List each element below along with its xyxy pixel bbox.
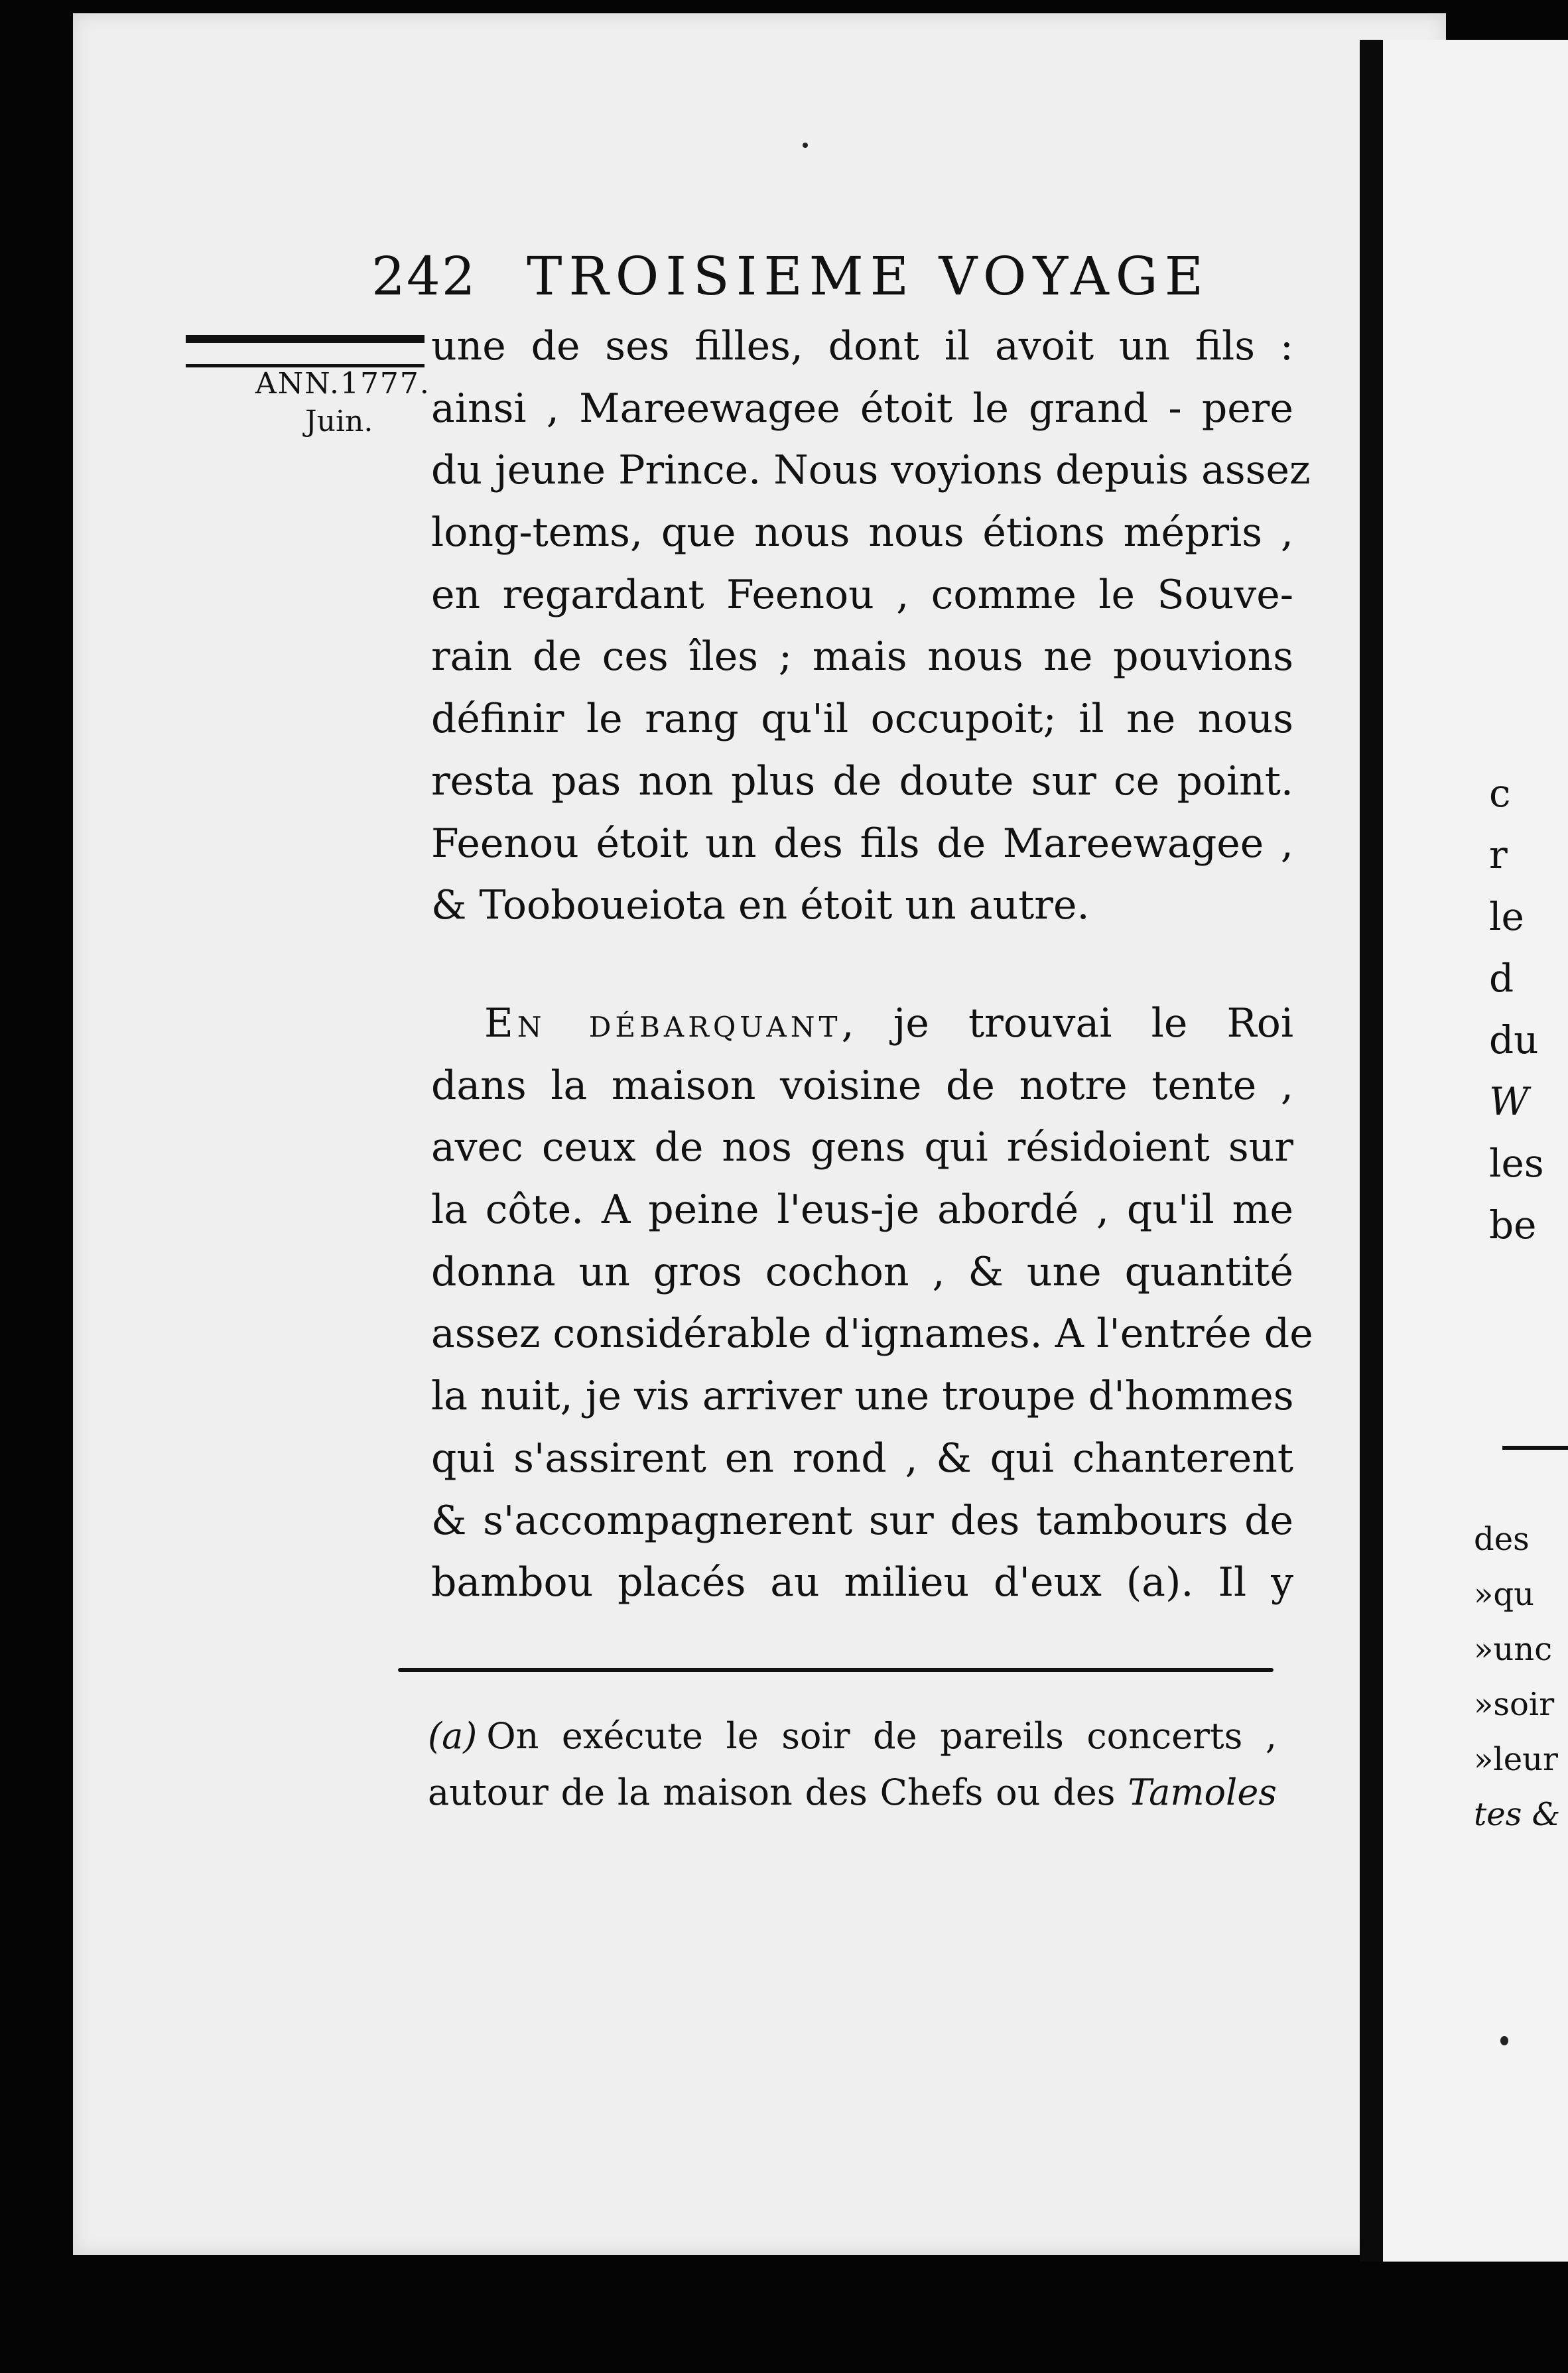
text-line: définir le rang qu'il occupoit; il ne nous: [431, 696, 1293, 743]
text-line: la côte. A peine l'eus-je abordé , qu'il me: [431, 1186, 1293, 1234]
text-line: dans la maison voisine de notre tente ,: [431, 1062, 1293, 1109]
right-note-fragment: »qu: [1474, 1576, 1535, 1613]
right-note-fragment: »leur: [1474, 1741, 1558, 1778]
margin-month-note: Juin.: [305, 405, 373, 438]
footnote-rule: [398, 1668, 1274, 1672]
footnote-marker: (a): [428, 1715, 478, 1757]
right-page-notes: [1474, 1512, 1560, 1842]
right-page-fragment: les: [1489, 1141, 1544, 1186]
footnote-text: autour de la maison des Chefs ou des: [428, 1771, 1116, 1813]
right-note-fragment: »soir: [1474, 1686, 1555, 1723]
text-line: qui s'assirent en rond , & qui chanterent: [431, 1435, 1293, 1482]
text-line: ainsi , Mareewagee étoit le grand - pere: [431, 385, 1293, 432]
text-line: la nuit, je vis arriver une troupe d'hommes: [431, 1373, 1294, 1420]
footnote-italic: Tamoles: [1128, 1771, 1277, 1813]
ink-speck: [803, 143, 808, 148]
paragraph-1: [431, 316, 1311, 937]
footnote-line: [428, 1708, 1277, 1764]
text-line: resta pas non plus de doute sur ce point.: [431, 757, 1293, 804]
text-line: long-tems, que nous nous étions mépris ,: [431, 509, 1293, 556]
text-line: une de ses filles, dont il avoit un fils :: [431, 323, 1293, 369]
footnote-text: On exécute le soir de pareils concerts ,: [486, 1715, 1277, 1757]
text-line: & Tooboueiota en étoit un autre.: [431, 882, 1090, 929]
text-line: [431, 993, 1293, 1055]
text-line: avec ceux de nos gens qui résidoient sur: [431, 1124, 1293, 1171]
text-line: bambou placés au milieu d'eux (a). Il y: [431, 1559, 1293, 1606]
right-page-fragment: W: [1489, 1079, 1529, 1124]
running-header: [371, 245, 1234, 307]
right-page-fragment: d: [1489, 956, 1514, 1001]
footnote-line: [428, 1764, 1277, 1821]
right-note-fragment: des: [1474, 1521, 1530, 1558]
text-line: en regardant Feenou , comme le Souve-: [431, 571, 1293, 618]
paragraph-2: [431, 993, 1313, 1614]
right-page-fragment: c: [1489, 771, 1511, 816]
margin-rule: [186, 335, 425, 367]
text-line: assez considérable d'ignames. A l'entrée de: [431, 1311, 1313, 1358]
text-line: & s'accompagnerent sur des tambours de: [431, 1497, 1293, 1544]
right-page-rule: [1502, 1446, 1568, 1450]
paragraph-lead-rest: , je trouvai le Roi: [841, 1000, 1294, 1047]
book-gutter: [1360, 40, 1385, 2262]
margin-year-note: ANN.1777.: [255, 367, 430, 401]
text-line: rain de ces îles ; mais nous ne pouvions: [431, 633, 1293, 680]
footnote: [428, 1708, 1277, 1821]
paragraph-lead: En débarquant: [484, 1000, 842, 1047]
right-note-fragment: tes &: [1474, 1796, 1561, 1833]
right-note-fragment: »unc: [1474, 1631, 1553, 1668]
ink-speck: [1500, 2036, 1508, 2045]
right-page-fragment: du: [1489, 1017, 1539, 1062]
page-number: 242: [371, 245, 477, 307]
right-page-fragment: le: [1489, 894, 1524, 939]
text-line: Feenou étoit un des fils de Mareewagee ,: [431, 820, 1293, 867]
page-title: TROISIEME VOYAGE: [527, 245, 1210, 307]
right-page-fragment: be: [1489, 1202, 1537, 1248]
text-line: du jeune Prince. Nous voyions depuis assez: [431, 447, 1311, 494]
right-page-fragment: r: [1489, 832, 1508, 877]
text-line: donna un gros cochon , & une quantité: [431, 1248, 1293, 1295]
